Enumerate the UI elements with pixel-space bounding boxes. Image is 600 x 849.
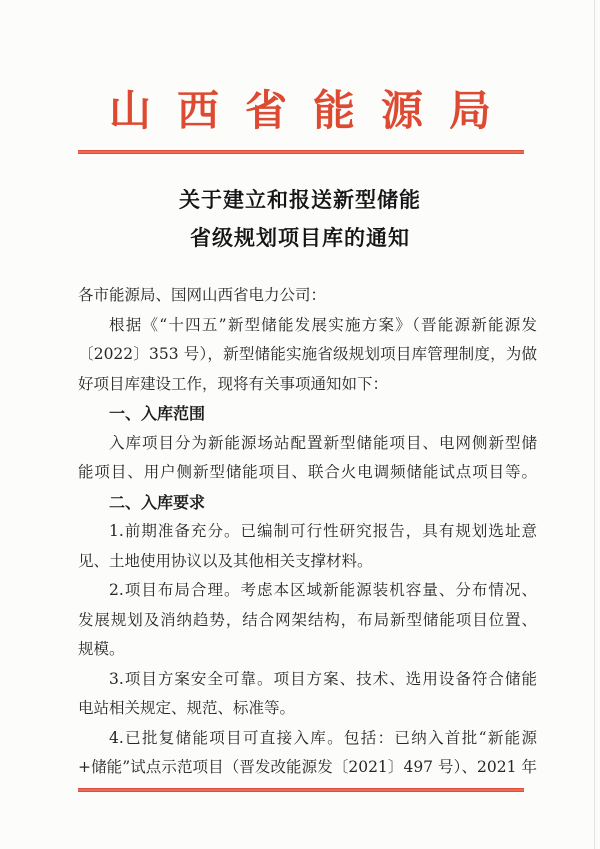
body-line: 〔2022〕353 号），新型储能实施省级规划项目库管理制度，为做 <box>78 345 537 363</box>
body-line: 4.已批复储能项目可直接入库。包括：已纳入首批“新能源 <box>109 728 537 747</box>
body-line: 1.前期准备充分。已编制可行性研究报告，具有规划选址意 <box>109 522 537 540</box>
section-heading-1: 一、入库范围 <box>109 404 206 423</box>
body-line: 3.项目方案安全可靠。项目方案、技术、选用设备符合储能 <box>109 669 537 688</box>
body-line: 入库项目分为新能源场站配置新型储能项目、电网侧新型储 <box>109 433 537 452</box>
body-line: 2.项目布局合理。考虑本区域新能源装机容量、分布情况、 <box>109 581 537 599</box>
body-line: 见、土地使用协议以及其他相关支撑材料。 <box>78 551 373 570</box>
body-line: 发展规划及消纳趋势，结合网架结构，布局新型储能项目位置、 <box>78 610 537 629</box>
letterhead-agency-name <box>0 86 600 135</box>
footer-red-rule <box>78 788 524 792</box>
agency-name-text: 山西省能源局 <box>108 86 517 135</box>
body-line: 根据《“十四五”新型储能发展实施方案》（晋能源新能源发 <box>109 315 537 334</box>
letterhead-red-rule-top <box>78 150 524 154</box>
salutation-line: 各市能源局、国网山西省电力公司： <box>78 286 327 304</box>
body-line: 电站相关规定、规范、标准等。 <box>78 699 296 717</box>
section-heading-2: 二、入库要求 <box>109 492 206 512</box>
document-body <box>78 281 537 783</box>
body-line: 能项目、用户侧新型储能项目、联合火电调频储能试点项目等。 <box>78 463 537 481</box>
body-line: 好项目库建设工作，现将有关事项通知如下： <box>78 374 389 393</box>
body-line: +储能”试点示范项目（晋发改能源发〔2021〕497 号）、2021 年 <box>78 758 537 776</box>
document-title-line-1: 关于建立和报送新型储能 <box>179 187 421 212</box>
body-line: 规模。 <box>78 640 125 658</box>
document-title <box>0 181 600 257</box>
document-title-line-2: 省级规划项目库的通知 <box>190 225 410 250</box>
